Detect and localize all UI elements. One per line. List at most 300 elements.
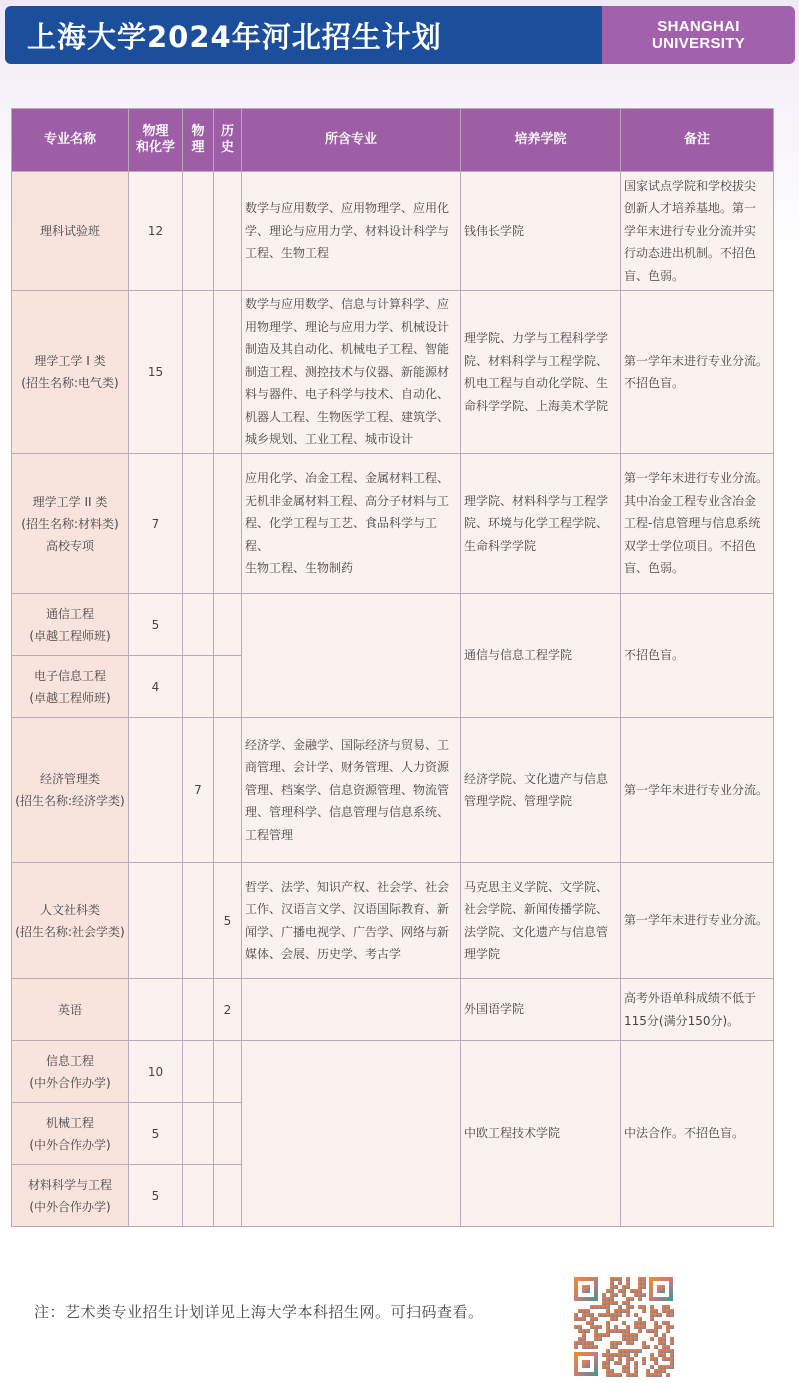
qr-module xyxy=(658,1313,662,1317)
qr-module xyxy=(654,1361,658,1365)
qr-module xyxy=(602,1365,606,1369)
qr-module xyxy=(666,1329,670,1333)
major-name: 材料科学与工程 (中外合作办学) xyxy=(12,1165,129,1227)
qr-module xyxy=(634,1373,638,1377)
qr-module xyxy=(626,1361,630,1365)
qr-module xyxy=(614,1341,618,1345)
notes: 高考外语单科成绩不低于 115分(满分150分)。 xyxy=(621,979,774,1041)
qr-module xyxy=(578,1309,582,1313)
quota-physics xyxy=(183,291,214,454)
university-name-line1: SHANGHAI xyxy=(657,18,740,35)
quota-physics-chemistry: 15 xyxy=(129,291,183,454)
qr-module xyxy=(642,1285,646,1289)
qr-module xyxy=(606,1349,610,1353)
qr-module xyxy=(654,1333,658,1337)
qr-module xyxy=(606,1325,610,1329)
qr-module xyxy=(630,1333,634,1337)
page-title: 上海大学2024年河北招生计划 xyxy=(27,19,442,54)
qr-module xyxy=(602,1301,606,1305)
qr-module xyxy=(610,1373,614,1377)
quota-physics: 7 xyxy=(183,718,214,863)
qr-module xyxy=(618,1305,622,1309)
quota-physics xyxy=(183,172,214,291)
qr-module xyxy=(654,1329,658,1333)
quota-physics xyxy=(183,1041,214,1103)
qr-module xyxy=(634,1325,638,1329)
qr-module xyxy=(618,1357,622,1361)
qr-module xyxy=(634,1337,638,1341)
quota-physics xyxy=(183,979,214,1041)
quota-physics-chemistry: 10 xyxy=(129,1041,183,1103)
qr-module xyxy=(630,1305,634,1309)
qr-module xyxy=(622,1293,626,1297)
college: 经济学院、文化遗产与信息 管理学院、管理学院 xyxy=(461,718,621,863)
quota-history xyxy=(214,172,242,291)
qr-module xyxy=(658,1353,662,1357)
header-physics: 物 理 xyxy=(183,109,214,172)
qr-module xyxy=(622,1321,626,1325)
qr-module xyxy=(638,1281,642,1285)
qr-module xyxy=(610,1285,614,1289)
footnote: 注：艺术类专业招生计划详见上海大学本科招生网。可扫码查看。 xyxy=(34,1303,484,1321)
table-header-row xyxy=(12,109,774,172)
qr-module xyxy=(606,1297,610,1301)
qr-module xyxy=(634,1333,638,1337)
college: 中欧工程技术学院 xyxy=(461,1041,621,1227)
qr-module xyxy=(590,1325,594,1329)
qr-module xyxy=(666,1325,670,1329)
qr-module xyxy=(574,1345,578,1349)
qr-module xyxy=(610,1281,614,1285)
qr-module xyxy=(622,1365,626,1369)
qr-module xyxy=(582,1333,586,1337)
qr-module xyxy=(610,1341,614,1345)
qr-module xyxy=(622,1301,626,1305)
qr-module xyxy=(642,1357,646,1361)
qr-module xyxy=(606,1333,610,1337)
qr-module xyxy=(614,1277,618,1281)
qr-module xyxy=(634,1353,638,1357)
qr-module xyxy=(658,1341,662,1345)
qr-module xyxy=(582,1313,586,1317)
qr-module xyxy=(634,1321,638,1325)
qr-module xyxy=(606,1321,610,1325)
qr-module xyxy=(626,1297,630,1301)
qr-module xyxy=(606,1365,610,1369)
qr-module xyxy=(610,1353,614,1357)
qr-module xyxy=(590,1341,594,1345)
college: 马克思主义学院、文学院、 社会学院、新闻传播学院、 法学院、文化遗产与信息管 理学院 xyxy=(461,863,621,979)
qr-module xyxy=(614,1313,618,1317)
qr-module xyxy=(650,1317,654,1321)
qr-module xyxy=(614,1373,618,1377)
qr-module xyxy=(622,1337,626,1341)
qr-module xyxy=(602,1333,606,1337)
qr-module xyxy=(670,1341,674,1345)
qr-module xyxy=(618,1361,622,1365)
qr-module xyxy=(670,1361,674,1365)
qr-module xyxy=(598,1333,602,1337)
qr-module xyxy=(634,1369,638,1373)
qr-module xyxy=(650,1313,654,1317)
qr-module xyxy=(614,1293,618,1297)
qr-module xyxy=(666,1365,670,1369)
major-name: 信息工程 (中外合作办学) xyxy=(12,1041,129,1103)
qr-module xyxy=(602,1361,606,1365)
qr-module xyxy=(650,1329,654,1333)
qr-module xyxy=(602,1313,606,1317)
notes: 第一学年末进行专业分流。 不招色盲。 xyxy=(621,291,774,454)
qr-module xyxy=(618,1353,622,1357)
qr-module xyxy=(594,1305,598,1309)
qr-module xyxy=(590,1321,594,1325)
qr-module xyxy=(610,1313,614,1317)
qr-module xyxy=(646,1345,650,1349)
qr-module xyxy=(574,1341,578,1345)
qr-module xyxy=(662,1341,666,1345)
qr-module xyxy=(670,1325,674,1329)
qr-module xyxy=(614,1361,618,1365)
qr-module xyxy=(650,1357,654,1361)
table-row xyxy=(12,172,774,291)
qr-module xyxy=(662,1321,666,1325)
qr-module xyxy=(606,1361,610,1365)
qr-module xyxy=(662,1309,666,1313)
qr-module xyxy=(670,1365,674,1369)
included-majors: 应用化学、冶金工程、金属材料工程、 无机非金属材料工程、高分子材料与工 程、化学工程与工艺、食品科学与工程、 生物工程、生物制药 xyxy=(242,454,461,594)
qr-module xyxy=(638,1305,642,1309)
quota-history xyxy=(214,1041,242,1103)
qr-module xyxy=(654,1313,658,1317)
qr-module xyxy=(666,1345,670,1349)
qr-module xyxy=(606,1329,610,1333)
header-history: 历 史 xyxy=(214,109,242,172)
quota-physics-chemistry: 4 xyxy=(129,656,183,718)
qr-module xyxy=(622,1289,626,1293)
quota-physics xyxy=(183,863,214,979)
qr-module xyxy=(606,1353,610,1357)
quota-history xyxy=(214,1165,242,1227)
qr-module xyxy=(650,1353,654,1357)
qr-module xyxy=(602,1293,606,1297)
qr-module xyxy=(642,1321,646,1325)
qr-module xyxy=(638,1293,642,1297)
qr-module xyxy=(618,1341,622,1345)
qr-module xyxy=(614,1329,618,1333)
qr-module xyxy=(662,1353,666,1357)
quota-physics-chemistry xyxy=(129,863,183,979)
qr-module xyxy=(666,1357,670,1361)
qr-module xyxy=(618,1309,622,1313)
qr-module xyxy=(634,1349,638,1353)
qr-module xyxy=(630,1297,634,1301)
qr-module xyxy=(654,1345,658,1349)
quota-history xyxy=(214,656,242,718)
qr-module xyxy=(662,1357,666,1361)
quota-physics xyxy=(183,594,214,656)
qr-module xyxy=(638,1297,642,1301)
qr-module xyxy=(602,1305,606,1309)
header-college: 培养学院 xyxy=(461,109,621,172)
header-physics-chemistry: 物理 和化学 xyxy=(129,109,183,172)
qr-module xyxy=(578,1329,582,1333)
qr-module xyxy=(626,1285,630,1289)
qr-module xyxy=(606,1305,610,1309)
qr-module xyxy=(634,1313,638,1317)
qr-module xyxy=(606,1369,610,1373)
qr-module xyxy=(578,1325,582,1329)
qr-module xyxy=(598,1305,602,1309)
qr-module xyxy=(606,1313,610,1317)
qr-module xyxy=(610,1317,614,1321)
qr-module xyxy=(618,1349,622,1353)
qr-module xyxy=(670,1353,674,1357)
notes: 国家试点学院和学校拔尖 创新人才培养基地。第一 学年末进行专业分流并实 行动态进出机制。不招色 盲、色弱。 xyxy=(621,172,774,291)
qr-module xyxy=(654,1357,658,1361)
qr-module xyxy=(626,1329,630,1333)
major-name: 电子信息工程 (卓越工程师班) xyxy=(12,656,129,718)
qr-module xyxy=(606,1357,610,1361)
qr-module xyxy=(586,1329,590,1333)
qr-module xyxy=(666,1313,670,1317)
included-majors: 数学与应用数学、信息与计算科学、应 用物理学、理论与应用力学、机械设计 制造及其自动化、机械电子工程、智能 制造工程、测控技术与仪器、新能源材 料与器件、电子科学与技术、自动化、 机器人工程、生物医学工程、建筑学、 城乡规划、工业工程、城市设计 xyxy=(242,291,461,454)
qr-module xyxy=(582,1341,586,1345)
major-name: 英语 xyxy=(12,979,129,1041)
major-name: 理科试验班 xyxy=(12,172,129,291)
qr-module xyxy=(650,1365,654,1369)
qr-module xyxy=(578,1341,582,1345)
qr-module xyxy=(626,1277,630,1281)
quota-physics xyxy=(183,1103,214,1165)
college: 外国语学院 xyxy=(461,979,621,1041)
table-row xyxy=(12,863,774,979)
qr-module xyxy=(610,1369,614,1373)
qr-module xyxy=(594,1317,598,1321)
university-logo-text xyxy=(602,6,795,64)
table-row xyxy=(12,1041,774,1103)
qr-module xyxy=(598,1337,602,1341)
college: 通信与信息工程学院 xyxy=(461,594,621,718)
qr-module xyxy=(586,1341,590,1345)
quota-history xyxy=(214,291,242,454)
qr-module xyxy=(662,1333,666,1337)
major-name: 理学工学 II 类 (招生名称:材料类) 高校专项 xyxy=(12,454,129,594)
qr-module xyxy=(642,1305,646,1309)
page-banner xyxy=(5,6,795,64)
qr-module xyxy=(594,1345,598,1349)
quota-history: 5 xyxy=(214,863,242,979)
qr-module xyxy=(594,1337,598,1341)
qr-module xyxy=(610,1301,614,1305)
qr-module xyxy=(638,1329,642,1333)
table-row xyxy=(12,454,774,594)
qr-module xyxy=(610,1277,614,1281)
qr-module xyxy=(654,1369,658,1373)
qr-module xyxy=(622,1333,626,1337)
header-included-majors: 所含专业 xyxy=(242,109,461,172)
qr-module xyxy=(670,1349,674,1353)
qr-module xyxy=(574,1317,578,1321)
qr-module xyxy=(614,1345,618,1349)
notes: 不招色盲。 xyxy=(621,594,774,718)
qr-module xyxy=(630,1373,634,1377)
qr-module xyxy=(666,1349,670,1353)
qr-module xyxy=(622,1349,626,1353)
qr-module xyxy=(610,1289,614,1293)
qr-module xyxy=(642,1325,646,1329)
qr-module xyxy=(610,1357,614,1361)
quota-physics xyxy=(183,656,214,718)
qr-module xyxy=(646,1369,650,1373)
qr-module xyxy=(654,1321,658,1325)
qr-module xyxy=(590,1313,594,1317)
qr-module xyxy=(626,1313,630,1317)
qr-module xyxy=(622,1309,626,1313)
qr-module xyxy=(626,1281,630,1285)
qr-module xyxy=(606,1301,610,1305)
qr-module xyxy=(662,1365,666,1369)
university-name-line2: UNIVERSITY xyxy=(651,35,745,52)
qr-module xyxy=(666,1309,670,1313)
quota-history xyxy=(214,718,242,863)
qr-module xyxy=(618,1373,622,1377)
qr-module xyxy=(598,1313,602,1317)
qr-module xyxy=(666,1305,670,1309)
included-majors-empty xyxy=(242,979,461,1041)
qr-module xyxy=(610,1293,614,1297)
qr-module xyxy=(582,1345,586,1349)
table-row xyxy=(12,718,774,863)
qr-module xyxy=(626,1333,630,1337)
qr-module xyxy=(626,1325,630,1329)
qr-code-icon[interactable] xyxy=(572,1275,675,1378)
qr-module xyxy=(626,1341,630,1345)
quota-physics-chemistry: 5 xyxy=(129,594,183,656)
qr-module xyxy=(626,1337,630,1341)
qr-module xyxy=(634,1289,638,1293)
qr-module xyxy=(642,1293,646,1297)
qr-module xyxy=(662,1337,666,1341)
qr-module xyxy=(630,1289,634,1293)
qr-module xyxy=(578,1317,582,1321)
qr-module xyxy=(630,1337,634,1341)
qr-module xyxy=(642,1341,646,1345)
qr-module xyxy=(622,1285,626,1289)
qr-module xyxy=(586,1321,590,1325)
qr-module xyxy=(638,1277,642,1281)
quota-physics xyxy=(183,1165,214,1227)
major-name: 理学工学 I 类 (招生名称:电气类) xyxy=(12,291,129,454)
qr-module xyxy=(610,1297,614,1301)
qr-module xyxy=(618,1313,622,1317)
qr-module xyxy=(606,1373,610,1377)
qr-module xyxy=(638,1349,642,1353)
college: 钱伟长学院 xyxy=(461,172,621,291)
qr-module xyxy=(578,1337,582,1341)
qr-module xyxy=(638,1289,642,1293)
qr-module xyxy=(590,1345,594,1349)
qr-module xyxy=(638,1317,642,1321)
qr-module xyxy=(586,1345,590,1349)
table-row xyxy=(12,291,774,454)
header-major: 专业名称 xyxy=(12,109,129,172)
quota-physics-chemistry xyxy=(129,979,183,1041)
qr-module xyxy=(626,1369,630,1373)
quota-physics-chemistry: 12 xyxy=(129,172,183,291)
qr-module xyxy=(670,1309,674,1313)
major-name: 人文社科类 (招生名称:社会学类) xyxy=(12,863,129,979)
included-majors: 哲学、法学、知识产权、社会学、社会 工作、汉语言文学、汉语国际教育、新 闻学、广播电视学、广告学、网络与新 媒体、会展、历史学、考古学 xyxy=(242,863,461,979)
qr-module xyxy=(654,1325,658,1329)
qr-module xyxy=(638,1285,642,1289)
table-row xyxy=(12,594,774,656)
qr-module xyxy=(618,1329,622,1333)
qr-module xyxy=(586,1313,590,1317)
header-notes: 备注 xyxy=(621,109,774,172)
qr-module xyxy=(582,1337,586,1341)
qr-module xyxy=(622,1353,626,1357)
qr-module xyxy=(574,1313,578,1317)
qr-module xyxy=(670,1313,674,1317)
quota-history xyxy=(214,454,242,594)
qr-module xyxy=(602,1297,606,1301)
qr-module xyxy=(670,1337,674,1341)
qr-module xyxy=(602,1353,606,1357)
qr-module xyxy=(642,1361,646,1365)
qr-module xyxy=(614,1353,618,1357)
qr-module xyxy=(626,1365,630,1369)
quota-physics-chemistry xyxy=(129,718,183,863)
qr-module xyxy=(642,1277,646,1281)
qr-module xyxy=(650,1309,654,1313)
qr-module xyxy=(614,1301,618,1305)
included-majors-empty xyxy=(242,1041,461,1227)
major-name: 经济管理类 (招生名称:经济学类) xyxy=(12,718,129,863)
qr-module xyxy=(614,1285,618,1289)
qr-module xyxy=(666,1321,670,1325)
qr-module xyxy=(606,1289,610,1293)
qr-module xyxy=(622,1329,626,1333)
qr-module xyxy=(634,1365,638,1369)
college: 理学院、材料科学与工程学 院、环境与化学工程学院、 生命科学学院 xyxy=(461,454,621,594)
qr-module xyxy=(646,1373,650,1377)
included-majors: 经济学、金融学、国际经济与贸易、工 商管理、会计学、财务管理、人力资源 管理、档案学、信息资源管理、物流管 理、管理科学、信息管理与信息系统、 工程管理 xyxy=(242,718,461,863)
qr-module xyxy=(614,1309,618,1313)
qr-module xyxy=(610,1329,614,1333)
qr-module xyxy=(642,1345,646,1349)
table-row xyxy=(12,979,774,1041)
qr-module xyxy=(630,1357,634,1361)
qr-module xyxy=(590,1305,594,1309)
qr-module xyxy=(626,1357,630,1361)
quota-history xyxy=(214,1103,242,1165)
qr-module xyxy=(638,1325,642,1329)
banner-title-area xyxy=(5,6,602,64)
qr-module xyxy=(634,1293,638,1297)
qr-module xyxy=(582,1309,586,1313)
qr-module xyxy=(626,1305,630,1309)
qr-module xyxy=(650,1337,654,1341)
notes: 第一学年末进行专业分流。 xyxy=(621,863,774,979)
quota-physics-chemistry: 5 xyxy=(129,1103,183,1165)
qr-module xyxy=(634,1361,638,1365)
enrollment-plan-table xyxy=(11,108,774,1227)
qr-module xyxy=(642,1309,646,1313)
qr-module xyxy=(662,1305,666,1309)
qr-module xyxy=(618,1289,622,1293)
qr-module xyxy=(662,1369,666,1373)
included-majors-empty xyxy=(242,594,461,718)
